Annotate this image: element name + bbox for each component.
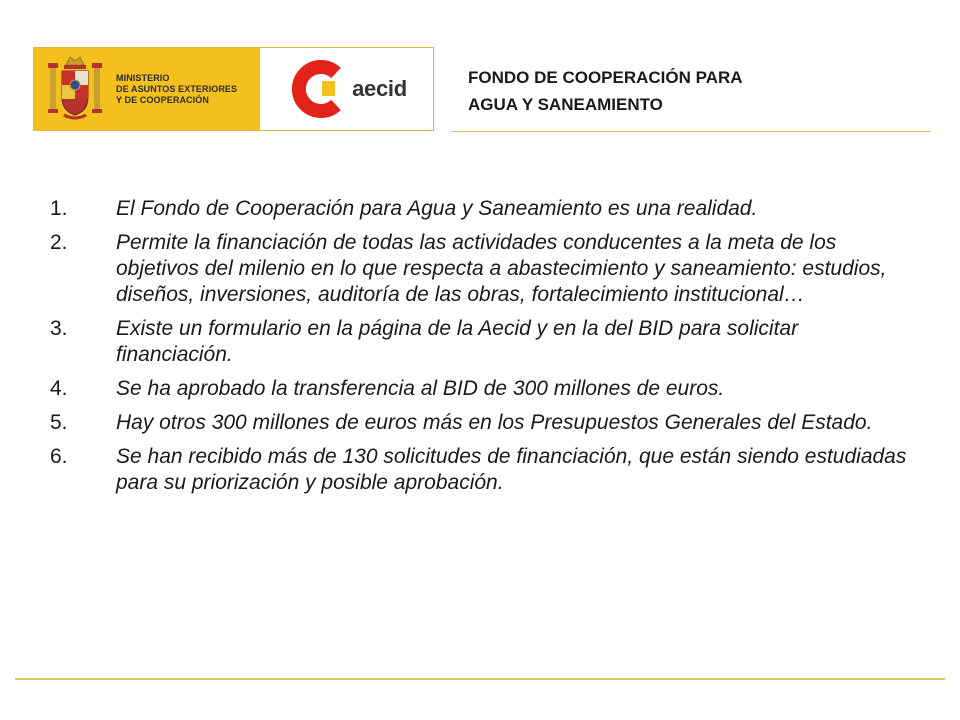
list-item (50, 410, 910, 436)
list-item-text: Se ha aprobado la transferencia al BID de 300 millones de euros. (116, 377, 725, 400)
list-item-number: 1. (50, 197, 68, 220)
coat-of-arms-icon (44, 53, 106, 125)
numbered-list (50, 196, 910, 504)
list-item-number: 2. (50, 231, 68, 254)
aecid-wordmark: aecid (352, 76, 407, 101)
list-item-number: 5. (50, 411, 68, 434)
list-item (50, 196, 910, 222)
list-item (50, 376, 910, 402)
list-item-text: Existe un formulario en la página de la Aecid y en la del BID para solicitar financiación. (116, 317, 799, 366)
list-item-text: El Fondo de Cooperación para Agua y Saneamiento es una realidad. (116, 197, 758, 220)
ministry-line-1: MINISTERIO (116, 72, 170, 83)
ministry-logo (34, 48, 259, 130)
list-item-number: 3. (50, 317, 68, 340)
list-item-number: 4. (50, 377, 68, 400)
header-divider (451, 131, 931, 132)
list-item-text: Hay otros 300 millones de euros más en los Presupuestos Generales del Estado. (116, 411, 873, 434)
ministry-line-3: Y DE COOPERACIÓN (116, 94, 209, 105)
list-item-text: Permite la financiación de todas las actividades conducentes a la meta de los objetivos del milenio en lo que respecta a abastecimiento y saneamiento: estudios, diseños, inversiones, auditoría de las obras, fortalecimiento institucional… (116, 231, 887, 306)
page-title-line-2: AGUA Y SANEAMIENTO (468, 95, 663, 114)
ministry-name (116, 73, 237, 106)
list-item-number: 6. (50, 445, 68, 468)
list-item (50, 316, 910, 368)
list-item-text: Se han recibido más de 130 solicitudes de financiación, que están siendo estudiadas para su priorización y posible aprobación. (116, 445, 907, 494)
page-title-line-1: FONDO DE COOPERACIÓN PARA (468, 68, 743, 87)
logo-bar (33, 47, 434, 131)
aecid-logo (259, 48, 433, 130)
aecid-c-icon (286, 57, 350, 121)
page-title (468, 64, 938, 118)
footer-divider (15, 678, 945, 680)
ministry-line-2: DE ASUNTOS EXTERIORES (116, 83, 238, 94)
list-item (50, 444, 910, 496)
list-item (50, 230, 910, 308)
